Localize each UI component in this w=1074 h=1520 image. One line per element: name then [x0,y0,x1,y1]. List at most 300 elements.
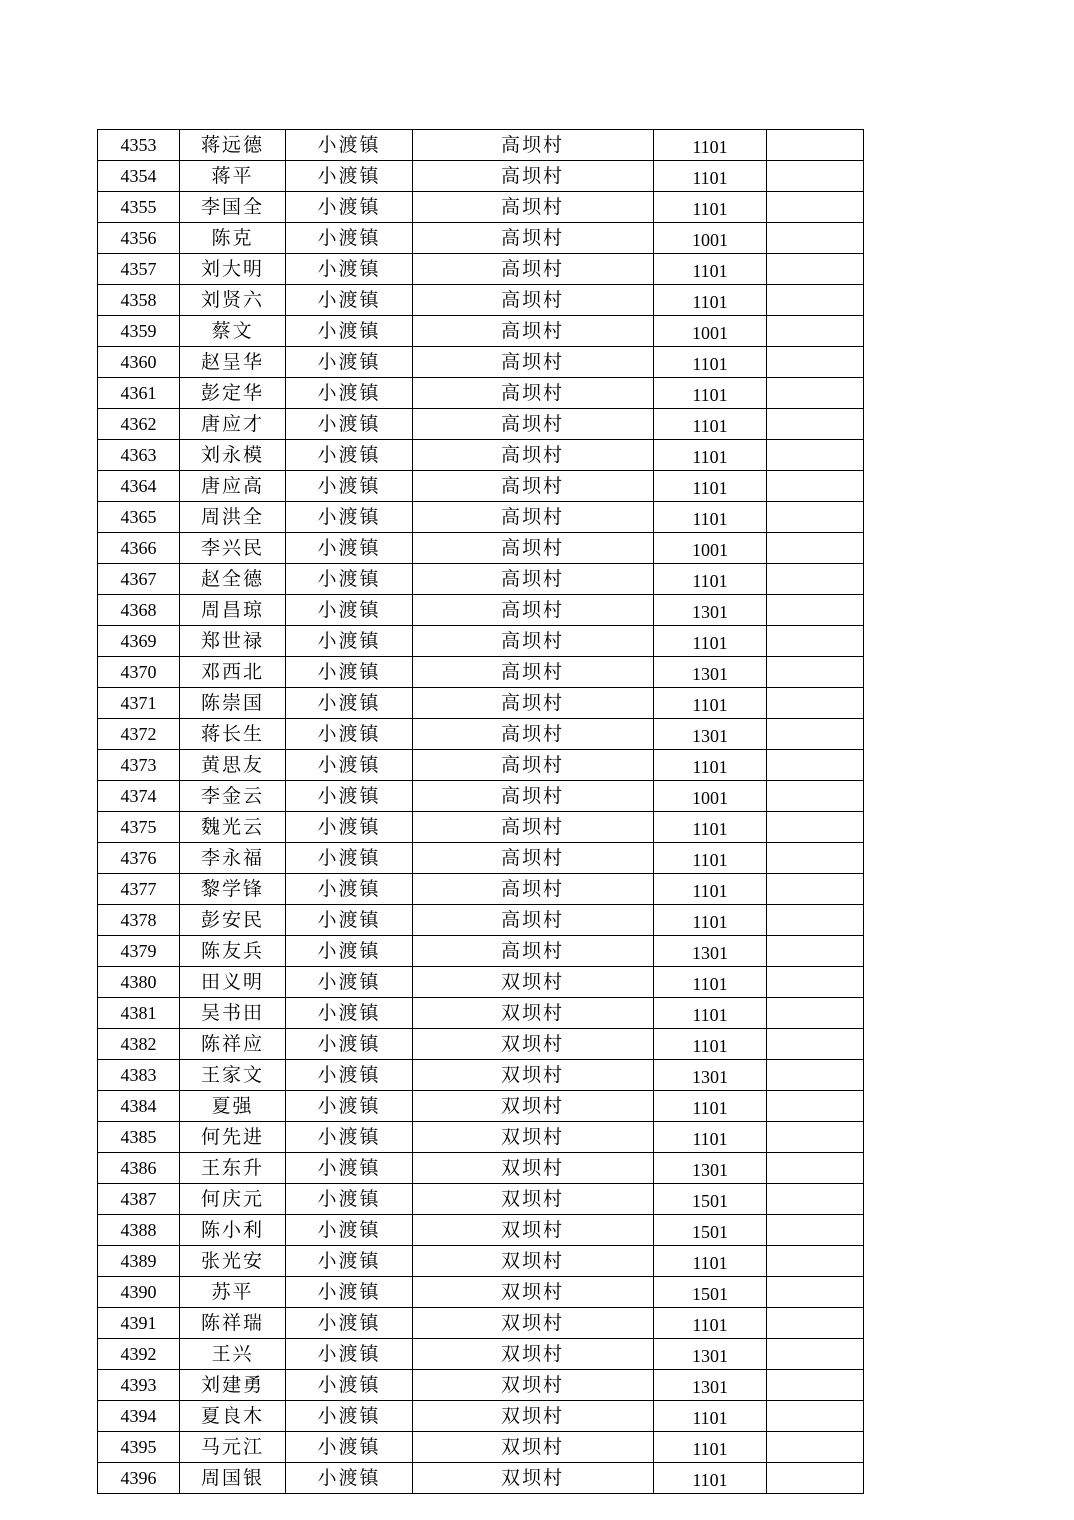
code-cell: 1101 [654,161,767,192]
town-cell: 小渡镇 [286,595,413,626]
town-cell: 小渡镇 [286,316,413,347]
code-cell: 1101 [654,843,767,874]
table-row [98,843,864,874]
table-row [98,874,864,905]
code-cell: 1101 [654,471,767,502]
row-number-cell: 4353 [98,130,180,161]
town-cell: 小渡镇 [286,812,413,843]
town-cell: 小渡镇 [286,471,413,502]
town-cell: 小渡镇 [286,1370,413,1401]
note-cell [767,967,864,998]
code-cell: 1301 [654,936,767,967]
village-cell: 高坝村 [413,223,654,254]
row-number-cell: 4367 [98,564,180,595]
town-cell: 小渡镇 [286,1277,413,1308]
town-cell: 小渡镇 [286,1029,413,1060]
row-number-cell: 4371 [98,688,180,719]
code-cell: 1101 [654,874,767,905]
table-row [98,812,864,843]
code-cell: 1001 [654,316,767,347]
note-cell [767,285,864,316]
code-cell: 1101 [654,254,767,285]
note-cell [767,781,864,812]
name-cell: 李兴民 [180,533,286,564]
code-cell: 1101 [654,130,767,161]
row-number-cell: 4391 [98,1308,180,1339]
code-cell: 1101 [654,812,767,843]
code-cell: 1101 [654,1246,767,1277]
village-cell: 双坝村 [413,1246,654,1277]
table-row [98,1432,864,1463]
table-row [98,1122,864,1153]
note-cell [767,1246,864,1277]
town-cell: 小渡镇 [286,192,413,223]
row-number-cell: 4383 [98,1060,180,1091]
village-cell: 高坝村 [413,378,654,409]
code-cell: 1501 [654,1184,767,1215]
name-cell: 彭安民 [180,905,286,936]
row-number-cell: 4362 [98,409,180,440]
code-cell: 1101 [654,1122,767,1153]
town-cell: 小渡镇 [286,1308,413,1339]
village-cell: 高坝村 [413,316,654,347]
name-cell: 夏良木 [180,1401,286,1432]
name-cell: 张光安 [180,1246,286,1277]
note-cell [767,1122,864,1153]
note-cell [767,192,864,223]
town-cell: 小渡镇 [286,874,413,905]
table-row [98,223,864,254]
code-cell: 1101 [654,409,767,440]
name-cell: 王东升 [180,1153,286,1184]
row-number-cell: 4370 [98,657,180,688]
town-cell: 小渡镇 [286,1463,413,1494]
note-cell [767,750,864,781]
note-cell [767,626,864,657]
code-cell: 1101 [654,626,767,657]
table-row [98,1339,864,1370]
row-number-cell: 4392 [98,1339,180,1370]
row-number-cell: 4359 [98,316,180,347]
village-cell: 双坝村 [413,1308,654,1339]
name-cell: 周昌琼 [180,595,286,626]
code-cell: 1301 [654,1370,767,1401]
code-cell: 1101 [654,998,767,1029]
row-number-cell: 4381 [98,998,180,1029]
code-cell: 1101 [654,750,767,781]
village-cell: 高坝村 [413,502,654,533]
note-cell [767,502,864,533]
code-cell: 1101 [654,347,767,378]
village-cell: 高坝村 [413,471,654,502]
village-cell: 双坝村 [413,1339,654,1370]
note-cell [767,719,864,750]
town-cell: 小渡镇 [286,285,413,316]
note-cell [767,1432,864,1463]
name-cell: 陈克 [180,223,286,254]
table-row [98,1091,864,1122]
name-cell: 魏光云 [180,812,286,843]
village-cell: 双坝村 [413,1432,654,1463]
town-cell: 小渡镇 [286,564,413,595]
code-cell: 1101 [654,905,767,936]
name-cell: 李金云 [180,781,286,812]
town-cell: 小渡镇 [286,967,413,998]
table-row [98,781,864,812]
town-cell: 小渡镇 [286,1339,413,1370]
table-row [98,1029,864,1060]
row-number-cell: 4364 [98,471,180,502]
table-row [98,409,864,440]
name-cell: 吴书田 [180,998,286,1029]
note-cell [767,564,864,595]
village-cell: 高坝村 [413,812,654,843]
data-table [97,129,864,1494]
name-cell: 邓西北 [180,657,286,688]
row-number-cell: 4395 [98,1432,180,1463]
name-cell: 王家文 [180,1060,286,1091]
table-row [98,750,864,781]
name-cell: 周国银 [180,1463,286,1494]
name-cell: 彭定华 [180,378,286,409]
village-cell: 高坝村 [413,409,654,440]
row-number-cell: 4366 [98,533,180,564]
table-row [98,1277,864,1308]
table-body [98,130,864,1494]
note-cell [767,843,864,874]
name-cell: 苏平 [180,1277,286,1308]
row-number-cell: 4358 [98,285,180,316]
note-cell [767,1401,864,1432]
row-number-cell: 4356 [98,223,180,254]
town-cell: 小渡镇 [286,905,413,936]
table-row [98,130,864,161]
village-cell: 高坝村 [413,533,654,564]
note-cell [767,1215,864,1246]
name-cell: 蒋长生 [180,719,286,750]
table-row [98,1246,864,1277]
row-number-cell: 4377 [98,874,180,905]
table-row [98,378,864,409]
village-cell: 双坝村 [413,1091,654,1122]
note-cell [767,595,864,626]
code-cell: 1101 [654,1432,767,1463]
name-cell: 李国全 [180,192,286,223]
code-cell: 1301 [654,1339,767,1370]
table-row [98,533,864,564]
village-cell: 高坝村 [413,905,654,936]
name-cell: 赵呈华 [180,347,286,378]
town-cell: 小渡镇 [286,843,413,874]
town-cell: 小渡镇 [286,1153,413,1184]
village-cell: 高坝村 [413,285,654,316]
village-cell: 双坝村 [413,1215,654,1246]
village-cell: 高坝村 [413,130,654,161]
town-cell: 小渡镇 [286,998,413,1029]
name-cell: 何先进 [180,1122,286,1153]
table-row [98,440,864,471]
village-cell: 双坝村 [413,1153,654,1184]
town-cell: 小渡镇 [286,1246,413,1277]
note-cell [767,936,864,967]
name-cell: 田义明 [180,967,286,998]
code-cell: 1101 [654,967,767,998]
row-number-cell: 4379 [98,936,180,967]
code-cell: 1301 [654,595,767,626]
town-cell: 小渡镇 [286,409,413,440]
note-cell [767,812,864,843]
town-cell: 小渡镇 [286,1432,413,1463]
village-cell: 高坝村 [413,595,654,626]
table-row [98,719,864,750]
note-cell [767,378,864,409]
name-cell: 刘大明 [180,254,286,285]
row-number-cell: 4360 [98,347,180,378]
row-number-cell: 4372 [98,719,180,750]
note-cell [767,1153,864,1184]
town-cell: 小渡镇 [286,1215,413,1246]
code-cell: 1101 [654,1401,767,1432]
town-cell: 小渡镇 [286,1122,413,1153]
row-number-cell: 4378 [98,905,180,936]
row-number-cell: 4373 [98,750,180,781]
name-cell: 郑世禄 [180,626,286,657]
name-cell: 蒋远德 [180,130,286,161]
name-cell: 王兴 [180,1339,286,1370]
table-row [98,688,864,719]
note-cell [767,316,864,347]
note-cell [767,347,864,378]
row-number-cell: 4376 [98,843,180,874]
name-cell: 黎学锋 [180,874,286,905]
code-cell: 1301 [654,657,767,688]
row-number-cell: 4355 [98,192,180,223]
village-cell: 高坝村 [413,781,654,812]
table-row [98,657,864,688]
code-cell: 1301 [654,719,767,750]
row-number-cell: 4382 [98,1029,180,1060]
note-cell [767,657,864,688]
table-row [98,998,864,1029]
row-number-cell: 4357 [98,254,180,285]
name-cell: 刘建勇 [180,1370,286,1401]
row-number-cell: 4388 [98,1215,180,1246]
row-number-cell: 4385 [98,1122,180,1153]
village-cell: 高坝村 [413,719,654,750]
name-cell: 蔡文 [180,316,286,347]
village-cell: 高坝村 [413,750,654,781]
village-cell: 双坝村 [413,967,654,998]
table-row [98,626,864,657]
code-cell: 1301 [654,1153,767,1184]
town-cell: 小渡镇 [286,626,413,657]
town-cell: 小渡镇 [286,1060,413,1091]
note-cell [767,874,864,905]
village-cell: 双坝村 [413,1401,654,1432]
row-number-cell: 4394 [98,1401,180,1432]
table-row [98,471,864,502]
village-cell: 高坝村 [413,564,654,595]
town-cell: 小渡镇 [286,688,413,719]
code-cell: 1101 [654,502,767,533]
code-cell: 1501 [654,1215,767,1246]
row-number-cell: 4387 [98,1184,180,1215]
village-cell: 高坝村 [413,161,654,192]
row-number-cell: 4374 [98,781,180,812]
note-cell [767,1308,864,1339]
name-cell: 何庆元 [180,1184,286,1215]
village-cell: 高坝村 [413,936,654,967]
code-cell: 1101 [654,1029,767,1060]
town-cell: 小渡镇 [286,254,413,285]
note-cell [767,998,864,1029]
row-number-cell: 4375 [98,812,180,843]
note-cell [767,1091,864,1122]
table-row [98,192,864,223]
village-cell: 高坝村 [413,657,654,688]
code-cell: 1101 [654,1463,767,1494]
village-cell: 双坝村 [413,1463,654,1494]
code-cell: 1301 [654,1060,767,1091]
name-cell: 马元江 [180,1432,286,1463]
row-number-cell: 4390 [98,1277,180,1308]
name-cell: 夏强 [180,1091,286,1122]
note-cell [767,409,864,440]
name-cell: 陈崇国 [180,688,286,719]
code-cell: 1101 [654,688,767,719]
table-row [98,1463,864,1494]
village-cell: 双坝村 [413,1277,654,1308]
note-cell [767,1277,864,1308]
table-row [98,1060,864,1091]
village-cell: 高坝村 [413,440,654,471]
table-row [98,1370,864,1401]
note-cell [767,130,864,161]
town-cell: 小渡镇 [286,719,413,750]
village-cell: 高坝村 [413,254,654,285]
village-cell: 高坝村 [413,192,654,223]
table-row [98,1184,864,1215]
town-cell: 小渡镇 [286,533,413,564]
note-cell [767,1060,864,1091]
village-cell: 高坝村 [413,626,654,657]
town-cell: 小渡镇 [286,750,413,781]
name-cell: 黄思友 [180,750,286,781]
table-row [98,564,864,595]
name-cell: 陈友兵 [180,936,286,967]
name-cell: 陈祥瑞 [180,1308,286,1339]
table-row [98,595,864,626]
code-cell: 1101 [654,1308,767,1339]
note-cell [767,905,864,936]
table-row [98,967,864,998]
village-cell: 双坝村 [413,1029,654,1060]
table-row [98,936,864,967]
note-cell [767,1370,864,1401]
town-cell: 小渡镇 [286,1184,413,1215]
town-cell: 小渡镇 [286,347,413,378]
town-cell: 小渡镇 [286,502,413,533]
note-cell [767,440,864,471]
code-cell: 1101 [654,285,767,316]
note-cell [767,223,864,254]
row-number-cell: 4363 [98,440,180,471]
code-cell: 1101 [654,564,767,595]
row-number-cell: 4384 [98,1091,180,1122]
village-cell: 高坝村 [413,688,654,719]
note-cell [767,1463,864,1494]
table-row [98,347,864,378]
name-cell: 赵全德 [180,564,286,595]
name-cell: 周洪全 [180,502,286,533]
town-cell: 小渡镇 [286,657,413,688]
table-row [98,502,864,533]
row-number-cell: 4361 [98,378,180,409]
code-cell: 1101 [654,378,767,409]
note-cell [767,161,864,192]
note-cell [767,688,864,719]
village-cell: 双坝村 [413,1184,654,1215]
town-cell: 小渡镇 [286,781,413,812]
town-cell: 小渡镇 [286,936,413,967]
row-number-cell: 4393 [98,1370,180,1401]
row-number-cell: 4389 [98,1246,180,1277]
name-cell: 李永福 [180,843,286,874]
name-cell: 唐应才 [180,409,286,440]
town-cell: 小渡镇 [286,378,413,409]
code-cell: 1001 [654,223,767,254]
town-cell: 小渡镇 [286,1401,413,1432]
table-row [98,285,864,316]
town-cell: 小渡镇 [286,1091,413,1122]
row-number-cell: 4365 [98,502,180,533]
note-cell [767,1029,864,1060]
code-cell: 1001 [654,533,767,564]
note-cell [767,1339,864,1370]
name-cell: 刘永模 [180,440,286,471]
village-cell: 高坝村 [413,843,654,874]
name-cell: 刘贤六 [180,285,286,316]
row-number-cell: 4354 [98,161,180,192]
table-row [98,161,864,192]
note-cell [767,471,864,502]
table-row [98,316,864,347]
note-cell [767,254,864,285]
village-cell: 双坝村 [413,1060,654,1091]
code-cell: 1101 [654,1091,767,1122]
code-cell: 1001 [654,781,767,812]
name-cell: 陈小利 [180,1215,286,1246]
table-row [98,254,864,285]
village-cell: 双坝村 [413,1122,654,1153]
town-cell: 小渡镇 [286,130,413,161]
name-cell: 蒋平 [180,161,286,192]
note-cell [767,533,864,564]
name-cell: 陈祥应 [180,1029,286,1060]
table-row [98,1401,864,1432]
code-cell: 1101 [654,440,767,471]
name-cell: 唐应高 [180,471,286,502]
row-number-cell: 4386 [98,1153,180,1184]
row-number-cell: 4368 [98,595,180,626]
village-cell: 双坝村 [413,1370,654,1401]
town-cell: 小渡镇 [286,440,413,471]
code-cell: 1501 [654,1277,767,1308]
table-row [98,905,864,936]
table-row [98,1215,864,1246]
village-cell: 高坝村 [413,347,654,378]
town-cell: 小渡镇 [286,161,413,192]
